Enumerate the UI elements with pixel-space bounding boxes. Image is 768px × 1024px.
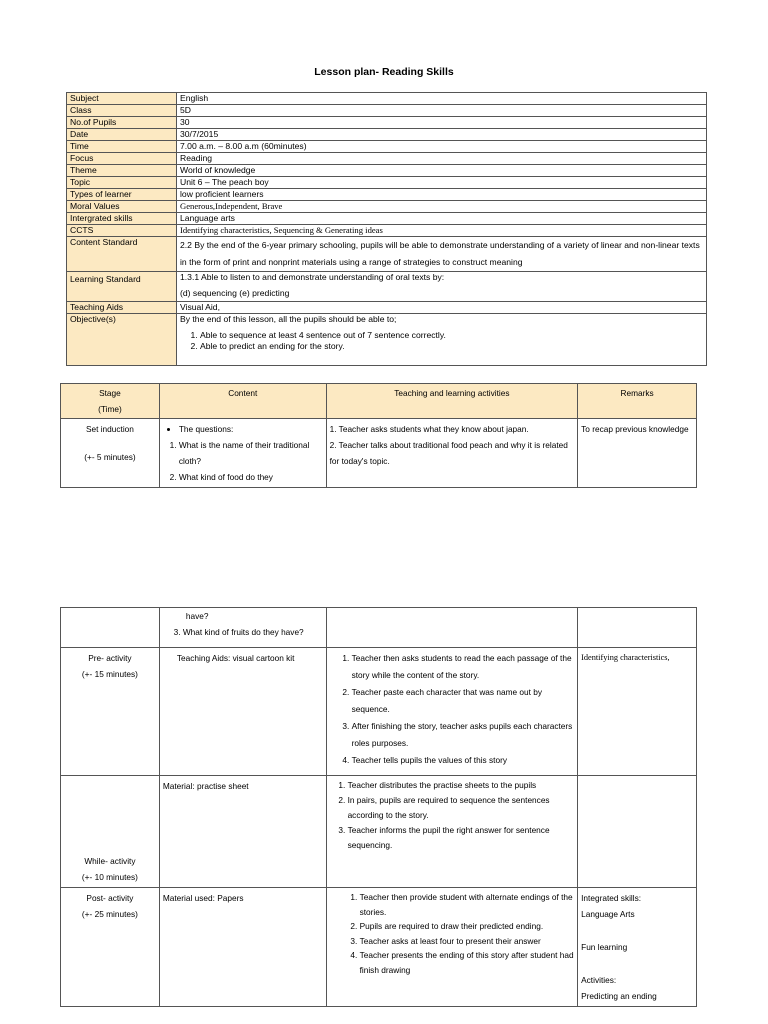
info-label: Content Standard bbox=[67, 237, 177, 272]
list-item: 1. What is the name of their traditional cloth? bbox=[179, 437, 323, 469]
info-value bbox=[177, 272, 707, 302]
info-label: Moral Values bbox=[67, 201, 177, 213]
list-item: 2. In pairs, pupils are required to sequence the sentences according to the story. bbox=[348, 793, 575, 823]
info-label: Subject bbox=[67, 93, 177, 105]
info-value: Visual Aid, bbox=[177, 302, 707, 314]
info-label: Learning Standard bbox=[67, 272, 177, 302]
activities-cell bbox=[326, 776, 578, 888]
info-label: Topic bbox=[67, 177, 177, 189]
info-row bbox=[67, 213, 707, 225]
info-row bbox=[67, 272, 707, 302]
table-row bbox=[61, 888, 697, 1007]
remarks-cell: Identifying characteristics, bbox=[578, 648, 697, 776]
info-value: World of knowledge bbox=[177, 165, 707, 177]
info-row bbox=[67, 141, 707, 153]
info-label: Objective(s) bbox=[67, 314, 177, 366]
header-remarks: Remarks bbox=[578, 384, 697, 419]
learning-standard-line: (d) sequencing (e) predicting bbox=[180, 288, 290, 298]
list-item: 3. Teacher informs the pupil the right answer for sentence sequencing. bbox=[348, 823, 575, 853]
info-row bbox=[67, 165, 707, 177]
info-value bbox=[177, 314, 707, 366]
info-row bbox=[67, 129, 707, 141]
activities-cell bbox=[326, 888, 578, 1007]
info-value: Generous,Independent, Brave bbox=[177, 201, 707, 213]
info-row bbox=[67, 177, 707, 189]
stage-cell: Set induction (+- 5 minutes) bbox=[61, 419, 160, 488]
table-row bbox=[61, 776, 697, 888]
header-activities: Teaching and learning activities bbox=[326, 384, 578, 419]
info-value: 30/7/2015 bbox=[177, 129, 707, 141]
info-value: English bbox=[177, 93, 707, 105]
info-value: 30 bbox=[177, 117, 707, 129]
info-row bbox=[67, 153, 707, 165]
info-label: Focus bbox=[67, 153, 177, 165]
remarks-cell: To recap previous knowledge bbox=[578, 419, 697, 488]
table-row bbox=[61, 608, 697, 648]
stage-cell: While- activity (+- 10 minutes) bbox=[61, 776, 160, 888]
content-cell: have? 3. What kind of fruits do they have? bbox=[159, 608, 326, 648]
info-row bbox=[67, 201, 707, 213]
info-label: No.of Pupils bbox=[67, 117, 177, 129]
stage-cell: Pre- activity (+- 15 minutes) bbox=[61, 648, 160, 776]
header-stage: Stage (Time) bbox=[61, 384, 160, 419]
list-item: 2. What kind of food do they bbox=[179, 469, 323, 485]
list-item: 3. After finishing the story, teacher asks pupils each characters roles purposes. bbox=[352, 718, 575, 752]
list-item: 4. Teacher tells pupils the values of this story bbox=[352, 752, 575, 768]
activities-table-continued bbox=[60, 607, 697, 1007]
list-item: 1. Teacher distributes the practise sheets to the pupils bbox=[348, 778, 575, 793]
activities-cell bbox=[326, 648, 578, 776]
list-item: 1. Teacher then provide student with alternate endings of the stories. bbox=[360, 890, 575, 919]
info-row bbox=[67, 314, 707, 366]
page-title: Lesson plan- Reading Skills bbox=[314, 66, 454, 78]
list-item: 4. Teacher presents the ending of this story after student had finish drawing bbox=[360, 948, 575, 977]
list-item: 2. Pupils are required to draw their predicted ending. bbox=[360, 919, 575, 934]
info-row bbox=[67, 105, 707, 117]
info-label: Intergrated skills bbox=[67, 213, 177, 225]
list-item: 3. What kind of fruits do they have? bbox=[183, 624, 323, 640]
info-value: 2.2 By the end of the 6-year primary schooling, pupils will be able to demonstrate understanding of a variety of linear and non-linear texts in the form of print and nonprint materials using a range of strategies to construct meaning bbox=[177, 237, 707, 272]
lesson-info-table bbox=[66, 92, 707, 366]
info-row bbox=[67, 225, 707, 237]
list-item: 2. Teacher paste each character that was name out by sequence. bbox=[352, 684, 575, 718]
activities-table bbox=[60, 383, 697, 488]
content-cell: Teaching Aids: visual cartoon kit bbox=[159, 648, 326, 776]
objective-item: 1. Able to sequence at least 4 sentence out of 7 sentence correctly. bbox=[200, 330, 703, 341]
objective-intro: By the end of this lesson, all the pupils should be able to; bbox=[180, 314, 397, 324]
info-value: 5D bbox=[177, 105, 707, 117]
table-row bbox=[61, 648, 697, 776]
info-row bbox=[67, 189, 707, 201]
info-value: Reading bbox=[177, 153, 707, 165]
stage-cell: Post- activity (+- 25 minutes) bbox=[61, 888, 160, 1007]
list-item: 2. Teacher talks about traditional food peach and why it is related for today's topic. bbox=[329, 440, 568, 466]
info-label: Teaching Aids bbox=[67, 302, 177, 314]
info-label: Class bbox=[67, 105, 177, 117]
info-row bbox=[67, 237, 707, 272]
objective-item: 2. Able to predict an ending for the story. bbox=[200, 341, 703, 352]
list-item: 1. Teacher asks students what they know about japan. bbox=[329, 424, 529, 434]
info-value: 7.00 a.m. – 8.00 a.m (60minutes) bbox=[177, 141, 707, 153]
info-row bbox=[67, 302, 707, 314]
info-label: Types of learner bbox=[67, 189, 177, 201]
header-content: Content bbox=[159, 384, 326, 419]
table-row bbox=[61, 419, 697, 488]
info-label: Theme bbox=[67, 165, 177, 177]
info-label: Date bbox=[67, 129, 177, 141]
info-value: Unit 6 – The peach boy bbox=[177, 177, 707, 189]
header-row bbox=[61, 384, 697, 419]
list-item: 3. Teacher asks at least four to present their answer bbox=[360, 934, 575, 949]
content-cell: Material used: Papers bbox=[159, 888, 326, 1007]
activities-cell bbox=[326, 419, 578, 488]
info-value: Identifying characteristics, Sequencing & Generating ideas bbox=[177, 225, 707, 237]
info-value: Language arts bbox=[177, 213, 707, 225]
list-item: • The questions: bbox=[179, 421, 323, 437]
learning-standard-line: 1.3.1 Able to listen to and demonstrate understanding of oral texts by: bbox=[180, 272, 445, 282]
remarks-cell: Integrated skills: Language Arts Fun learning Activities: Predicting an ending bbox=[578, 888, 697, 1007]
info-row bbox=[67, 93, 707, 105]
content-cell: Material: practise sheet bbox=[159, 776, 326, 888]
info-value: low proficient learners bbox=[177, 189, 707, 201]
info-label: CCTS bbox=[67, 225, 177, 237]
info-row bbox=[67, 117, 707, 129]
info-label: Time bbox=[67, 141, 177, 153]
content-cell bbox=[159, 419, 326, 488]
list-item: 1. Teacher then asks students to read the each passage of the story while the content of the story. bbox=[352, 650, 575, 684]
